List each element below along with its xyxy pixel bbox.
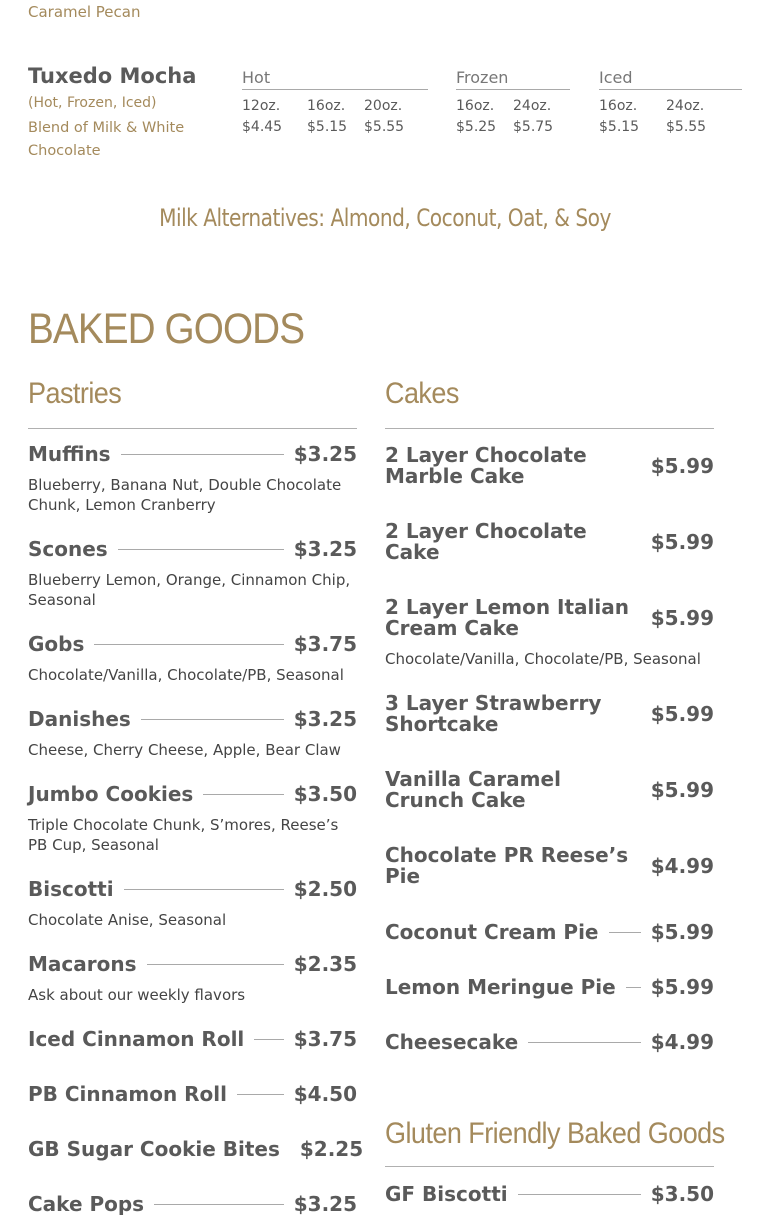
tuxedo-mocha-description: Blend of Milk & White Chocolate (28, 120, 185, 159)
cake-item-name: Chocolate PR Reese’s Pie (385, 843, 629, 888)
cake-item-leader (626, 987, 641, 988)
iced-size-1: 16oz. (599, 98, 638, 114)
pastry-item-price: $3.75 (293, 1027, 357, 1051)
pastry-item-row (28, 1192, 357, 1215)
cake-item-price: $4.99 (650, 854, 714, 878)
pastry-item-name: Iced Cinnamon Roll (28, 1027, 245, 1051)
pastry-item-desc: Chocolate Anise, Seasonal (28, 911, 227, 929)
cake-item-name: 3 Layer Strawberry Shortcake (385, 691, 602, 736)
cake-item-name: 2 Layer Chocolate Marble Cake (385, 443, 587, 488)
pastry-item-row (28, 632, 357, 656)
col-frozen-label: Frozen (456, 68, 509, 87)
gf-item-row (385, 1182, 714, 1206)
pastry-item-price: $3.25 (293, 707, 357, 731)
pastry-item-leader (154, 1204, 284, 1205)
cake-item-price: $4.99 (650, 1030, 714, 1054)
pastry-item-price: $3.50 (293, 782, 357, 806)
pastry-item-name: Gobs (28, 632, 85, 656)
gluten-friendly-title: Gluten Friendly Baked Goods (385, 1117, 725, 1150)
pastry-item-name: Cake Pops (28, 1192, 145, 1215)
pastry-item-row (28, 1137, 364, 1161)
pastry-item-row (28, 782, 357, 806)
hot-price-2: $5.15 (307, 119, 348, 135)
pastry-item-name: GB Sugar Cookie Bites (28, 1137, 280, 1161)
pastry-item-leader (118, 549, 284, 550)
cake-item-leader (609, 932, 641, 933)
pastry-item-leader (94, 644, 283, 645)
pastry-item-leader (237, 1094, 284, 1095)
cake-item-name: 2 Layer Chocolate Cake (385, 519, 587, 564)
cake-item-row (385, 845, 714, 887)
pastry-item-leader (147, 964, 284, 965)
pastry-item-row (28, 877, 357, 901)
pastry-item-row (28, 952, 357, 976)
cake-item-name: 2 Layer Lemon Italian Cream Cake (385, 595, 629, 640)
hot-size-3: 20oz. (364, 98, 403, 114)
pastries-rule (28, 428, 357, 429)
frozen-price-1: $5.25 (456, 119, 497, 135)
gluten-friendly-rule (385, 1166, 714, 1167)
iced-size-2: 24oz. (666, 98, 705, 114)
hot-price-1: $4.45 (242, 119, 283, 135)
pastry-item-name: Macarons (28, 952, 137, 976)
cake-item-price: $5.99 (650, 454, 714, 478)
top-partial-rule (28, 0, 742, 1)
pastry-item-price: $2.25 (299, 1137, 364, 1161)
cake-item-row (385, 918, 714, 946)
pastry-item-name: Scones (28, 537, 108, 561)
pastry-item-desc: Triple Chocolate Chunk, S’mores, Reese’s PB Cup, Seasonal (28, 816, 339, 854)
pastry-item-desc: Cheese, Cherry Cheese, Apple, Bear Claw (28, 741, 341, 759)
pastry-item-name: Biscotti (28, 877, 114, 901)
pastry-item-price: $3.25 (293, 537, 357, 561)
pastry-item-name: Danishes (28, 707, 131, 731)
hot-price-3: $5.55 (364, 119, 405, 135)
hot-size-1: 12oz. (242, 98, 281, 114)
cake-item-name: Vanilla Caramel Crunch Cake (385, 767, 561, 812)
baked-goods-title: BAKED GOODS (28, 305, 305, 353)
pastry-item-row (28, 537, 357, 561)
pastry-item-leader (124, 889, 284, 890)
pastry-item-price: $2.35 (293, 952, 357, 976)
cake-item-price: $5.99 (650, 530, 714, 554)
pastry-item-desc: Chocolate/Vanilla, Chocolate/PB, Seasonal (28, 666, 344, 684)
iced-price-1: $5.15 (599, 119, 640, 135)
pastry-item-desc: Blueberry Lemon, Orange, Cinnamon Chip, Seasonal (28, 571, 351, 609)
caramel-pecan-desc: Caramel Pecan (28, 3, 141, 21)
pastry-item-row (28, 442, 357, 466)
cake-item-price: $5.99 (650, 606, 714, 630)
pastry-item-price: $3.75 (293, 632, 357, 656)
pastry-item-price: $4.50 (293, 1082, 357, 1106)
tuxedo-col-iced (599, 68, 742, 90)
cake-item-row (385, 973, 714, 1001)
cake-item-row (385, 445, 714, 487)
pastry-item-price: $3.25 (293, 1192, 357, 1215)
cake-item-row (385, 1028, 714, 1056)
pastry-item-name: Jumbo Cookies (28, 782, 194, 806)
frozen-size-2: 24oz. (513, 98, 552, 114)
cake-item-price: $5.99 (650, 920, 714, 944)
cake-item-row (385, 521, 714, 563)
cake-item-name: Lemon Meringue Pie (385, 975, 616, 999)
pastry-item-name: Muffins (28, 442, 111, 466)
pastry-item-leader (254, 1039, 283, 1040)
cake-item-price: $5.99 (650, 975, 714, 999)
pastry-item-row (28, 707, 357, 731)
tuxedo-col-frozen (456, 68, 570, 90)
cake-item-price: $5.99 (650, 702, 714, 726)
tuxedo-mocha-title: Tuxedo Mocha (28, 64, 197, 88)
cake-item-leader (528, 1042, 641, 1043)
tuxedo-col-hot (242, 68, 428, 90)
pastry-item-leader (121, 454, 284, 455)
col-hot-label: Hot (242, 68, 271, 87)
pastry-item-desc: Ask about our weekly flavors (28, 986, 246, 1004)
pastry-item-desc: Blueberry, Banana Nut, Double Chocolate Chunk, Lemon Cranberry (28, 476, 342, 514)
col-iced-label: Iced (599, 68, 633, 87)
gf-item-name: GF Biscotti (385, 1182, 508, 1206)
cake-item-row (385, 769, 714, 811)
hot-size-2: 16oz. (307, 98, 346, 114)
frozen-price-2: $5.75 (513, 119, 554, 135)
cake-item-desc: Chocolate/Vanilla, Chocolate/PB, Seasonal (385, 650, 701, 668)
frozen-size-1: 16oz. (456, 98, 495, 114)
pastry-item-row (28, 1027, 357, 1051)
gf-item-price: $3.50 (650, 1182, 714, 1206)
milk-alternatives: Milk Alternatives: Almond, Coconut, Oat, & Soy (159, 204, 611, 232)
cake-item-row (385, 693, 714, 735)
tuxedo-mocha-options: (Hot, Frozen, Iced) (28, 95, 157, 111)
pastry-item-price: $3.25 (293, 442, 357, 466)
pastry-item-price: $2.50 (293, 877, 357, 901)
iced-price-2: $5.55 (666, 119, 707, 135)
cakes-rule (385, 428, 714, 429)
cake-item-name: Cheesecake (385, 1030, 519, 1054)
pastry-item-leader (203, 794, 283, 795)
cake-item-price: $5.99 (650, 778, 714, 802)
pastries-title: Pastries (28, 377, 122, 410)
cakes-title: Cakes (385, 377, 459, 410)
cake-item-row (385, 597, 714, 639)
gf-item-leader (518, 1194, 641, 1195)
pastry-item-name: PB Cinnamon Roll (28, 1082, 228, 1106)
pastry-item-leader (141, 719, 284, 720)
pastry-item-row (28, 1082, 357, 1106)
cake-item-name: Coconut Cream Pie (385, 920, 599, 944)
